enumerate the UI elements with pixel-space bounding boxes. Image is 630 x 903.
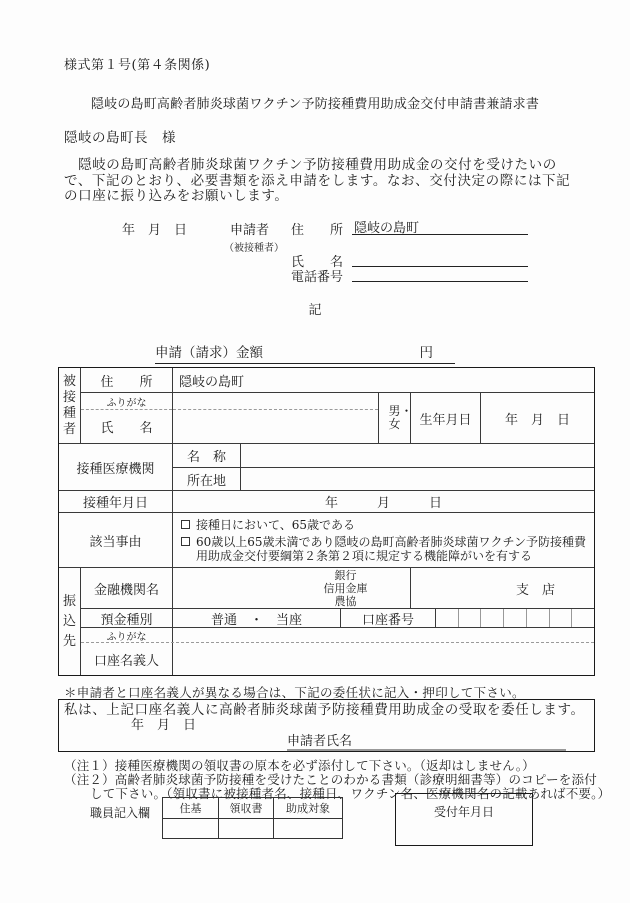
staff-entry-label: 職員記入欄 — [90, 806, 151, 820]
recipient-furigana-label: ふりがな — [81, 393, 172, 410]
bank-group-cell — [59, 568, 81, 675]
delegation-signature-row — [287, 734, 566, 751]
applicant-label: 申請者 — [230, 223, 270, 238]
receipt-date-box[interactable] — [395, 793, 533, 846]
delegation-statement: 私は、上記口座名義人に高齢者肺炎球菌予防接種費用助成金の受取を委任します。 — [64, 702, 585, 718]
intro-line: で、下記のとおり、必要書類を添え申請をします。なお、交付決定の際には下記 — [64, 172, 571, 189]
bank-name-input[interactable] — [173, 568, 411, 608]
bank-type-bank[interactable]: 銀行 — [334, 568, 357, 582]
account-digit-box[interactable] — [571, 609, 594, 627]
intro-paragraph — [64, 158, 570, 205]
phone-label: 電話番号 — [291, 270, 344, 285]
staff-entry-table — [162, 797, 343, 839]
account-number-boxes — [436, 609, 594, 627]
application-detail-table — [58, 367, 595, 676]
birth-date-input[interactable]: 年 月 日 — [504, 412, 570, 428]
delegation-note: ＊申請者と口座名義人が異なる場合は、下記の委任状に記入・押印して下さい。 — [64, 685, 525, 700]
checkbox-age-60-64-disability[interactable] — [181, 537, 190, 546]
reason-item — [179, 535, 588, 564]
staff-cell-juki[interactable] — [163, 819, 218, 838]
reason-item-text: 接種日において、65歳である — [196, 518, 356, 532]
recipient-section — [59, 368, 594, 444]
recipient-address-label: 住 所 — [81, 368, 173, 392]
staff-col-subsidy: 助成対象 — [273, 798, 342, 818]
applicant-sublabel: （被接種者） — [224, 243, 284, 254]
bank-institution-label: 金融機関名 — [81, 568, 173, 608]
form-number: 様式第１号(第４条関係) — [64, 58, 211, 73]
recipient-group-label: 被接種者 — [63, 373, 77, 437]
recipient-group-cell — [59, 368, 81, 443]
account-digit-box[interactable] — [458, 609, 481, 627]
account-holder-label: 口座名義人 — [81, 643, 173, 675]
account-digit-box[interactable] — [526, 609, 549, 627]
holder-furigana-label: ふりがな — [81, 628, 173, 642]
reason-label: 該当事由 — [59, 513, 173, 567]
clinic-address-input[interactable] — [241, 468, 594, 490]
intro-line: 隠岐の島町高齢者肺炎球菌ワクチン予防接種費用助成金の交付を受けたいの — [64, 157, 557, 173]
account-digit-box[interactable] — [503, 609, 526, 627]
signer-input-line[interactable] — [352, 734, 566, 749]
sex-selector-label: 男・女 — [388, 404, 413, 431]
bank-type-shinkin[interactable]: 信用金庫 — [323, 581, 368, 595]
staff-col-receipt: 領収書 — [218, 798, 273, 818]
clinic-address-label: 所在地 — [173, 468, 241, 490]
vaccination-date-label: 接種年月日 — [59, 491, 173, 512]
sex-selector[interactable] — [379, 393, 411, 443]
delegation-box — [58, 699, 595, 752]
account-digit-box[interactable] — [480, 609, 503, 627]
address-label: 住 所 — [291, 223, 344, 238]
reason-row — [59, 513, 594, 568]
ki-marker: 記 — [308, 303, 322, 318]
holder-furigana-input[interactable] — [173, 628, 594, 642]
staff-cell-subsidy[interactable] — [273, 819, 342, 838]
bank-section — [59, 568, 594, 675]
phone-input-line[interactable] — [352, 264, 528, 282]
reason-item — [179, 518, 588, 533]
birth-date-label: 生年月日 — [411, 393, 481, 443]
receipt-date-label: 受付年月日 — [433, 805, 494, 819]
vaccination-date-input[interactable]: 年 月 日 — [324, 496, 442, 511]
amount-label: 申請（請求）金額 — [155, 345, 263, 361]
clinic-group-label: 接種医療機関 — [59, 444, 173, 490]
account-number-label: 口座番号 — [341, 609, 436, 627]
amount-unit: 円 — [419, 345, 433, 361]
vaccination-date-row — [59, 491, 594, 513]
address-input-line[interactable]: 隠岐の島町 — [352, 217, 528, 235]
delegation-date-field[interactable]: 年 月 日 — [131, 718, 197, 733]
footnote-2-continued: して下さい。（領収書に被接種者名、接種日、ワクチン名、医療機関名の記載あれば不要。） — [90, 786, 611, 801]
amount-input-line[interactable] — [263, 341, 420, 361]
signer-label: 申請者氏名 — [287, 734, 353, 749]
checkbox-age-65[interactable] — [181, 520, 190, 529]
recipient-furigana-input[interactable] — [173, 393, 378, 410]
staff-cell-receipt[interactable] — [218, 819, 273, 838]
branch-input[interactable]: 支 店 — [516, 582, 556, 598]
recipient-address-value[interactable]: 隠岐の島町 — [179, 374, 245, 390]
account-digit-box[interactable] — [436, 609, 458, 627]
staff-col-juki: 住基 — [179, 802, 202, 815]
clinic-name-label: 名 称 — [173, 444, 241, 467]
document-title: 隠岐の島町高齢者肺炎球菌ワクチン予防接種費用助成金交付申請書兼請求書 — [90, 97, 540, 112]
account-digit-box[interactable] — [549, 609, 572, 627]
bank-type-nokyo[interactable]: 農協 — [334, 594, 357, 608]
intro-line: の口座に振り込みをお願いします。 — [64, 188, 289, 204]
name-label: 氏 名 — [291, 255, 344, 270]
clinic-section — [59, 444, 594, 491]
reason-item-text: 60歳以上65歳未満であり隠岐の島町高齢者肺炎球菌ワクチン予防接種費用助成金交付要綱第２条第２項に規定する機能障がいを有する — [196, 534, 586, 563]
clinic-name-input[interactable] — [241, 444, 594, 467]
recipient-name-input[interactable] — [173, 410, 378, 443]
footnote-2: （注２）高齢者肺炎球菌予防接種を受けたことのわかる書類（診療明細書等）のコピーを添付 — [64, 772, 597, 787]
addressee: 隠岐の島町長 様 — [64, 130, 176, 146]
account-type-label: 預金種別 — [81, 609, 173, 627]
account-holder-input[interactable] — [173, 643, 594, 675]
footnote-1: （注１）接種医療機関の領収書の原本を必ず添付して下さい。（返却はしません。） — [64, 758, 535, 773]
bank-group-label: 振込先 — [63, 593, 77, 649]
account-type-selector[interactable]: 普通 ・ 当座 — [173, 609, 341, 627]
application-date-field[interactable]: 年 月 日 — [122, 223, 188, 238]
recipient-name-label: 氏 名 — [100, 421, 153, 436]
amount-line — [155, 341, 455, 364]
